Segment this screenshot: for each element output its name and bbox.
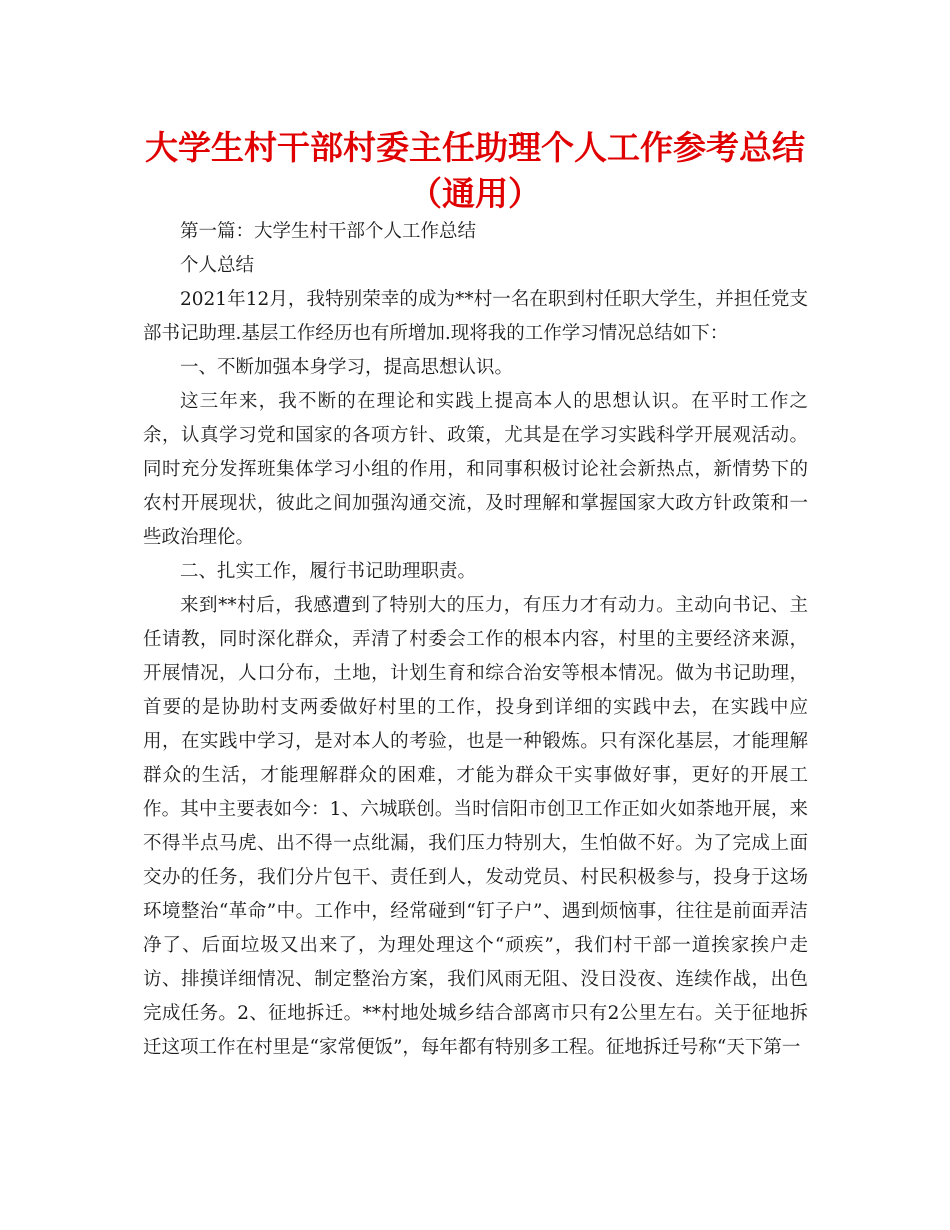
document-title-line-1: 大学生村干部村委主任助理个人工作参考总结 [145, 128, 805, 167]
paragraph: 2021年12月，我特别荣幸的成为**村一名在职到村任职大学生，并担任党支部书记助理.基层工作经历也有所增加.现将我的工作学习情况总结如下： [143, 289, 808, 344]
paragraph: 这三年来，我不断的在理论和实践上提高本人的思想认识。在平时工作之余，认真学习党和国家的各项方针、政策，尤其是在学习实践科学开展观活动。同时充分发挥班集体学习小组的作用，和同事积极讨论社会新热点，新情势下的农村开展现状，彼此之间加强沟通交流，及时理解和掌握国家大政方针政策和一些政治理伦。 [143, 391, 808, 548]
section-heading: 第一篇：大学生村干部个人工作总结 [180, 221, 477, 242]
subheading: 个人总结 [180, 255, 255, 276]
paragraph-heading: 二、扎实工作，履行书记助理职责。 [180, 561, 477, 582]
document-body [143, 215, 808, 1065]
paragraph-heading: 一、不断加强本身学习，提高思想认识。 [180, 357, 514, 378]
document-title-line-2: （通用） [409, 174, 541, 213]
paragraph: 来到**村后，我感遭到了特别大的压力，有压力才有动力。主动向书记、主任请教，同时深化群众，弄清了村委会工作的根本内容，村里的主要经济来源，开展情况，人口分布，土地，计划生育和综合治安等根本情况。做为书记助理，首要的是协助村支两委做好村里的工作，投身到详细的实践中去，在实践中应用，在实践中学习，是对本人的考验，也是一种锻炼。只有深化基层，才能理解群众的生活，才能理解群众的困难，才能为群众干实事做好事，更好的开展工作。其中主要表如今：1、六城联创。当时信阳市创卫工作正如火如荼地开展，来不得半点马虎、出不得一点纰漏，我们压力特别大，生怕做不好。为了完成上面交办的任务，我们分片包干、责任到人，发动党员、村民积极参与，投身于这场环境整治“革命”中。工作中，经常碰到“钉子户”、遇到烦恼事，往往是前面弄洁净了、后面垃圾又出来了，为理处理这个“顽疾”，我们村干部一道挨家挨户走访、排摸详细情况、制定整治方案，我们风雨无阻、没日没夜、连续作战，出色完成任务。2、征地拆迁。**村地处城乡结合部离市只有2公里左右。关于征地拆迁这项工作在村里是“家常便饭”，每年都有特别多工程。征地拆迁号称“天下第一 [143, 595, 808, 1058]
